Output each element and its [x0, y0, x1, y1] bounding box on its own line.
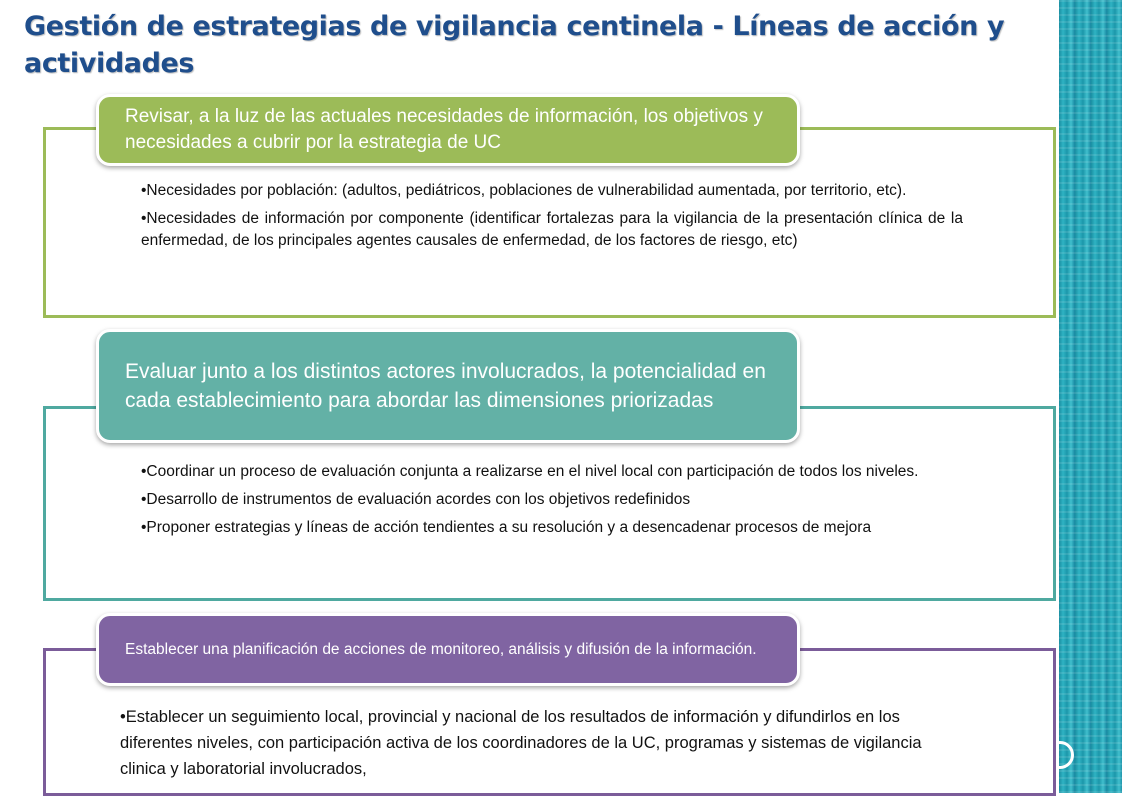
bullet-item: •Necesidades por población: (adultos, pediátricos, poblaciones de vulnerabilidad aumentada, por territorio, etc).: [141, 182, 907, 199]
section-heading-review: [96, 94, 800, 166]
bullet-item: •Establecer un seguimiento local, provincial y nacional de los resultados de información y difundirlos en los diferentes niveles, con participación activa de los coordinadores de la UC, programas y sistemas de vigilancia clinica y laboratorial involucrados,: [120, 708, 922, 778]
section-heading-planning: [96, 613, 800, 686]
bullet-item: •Coordinar un proceso de evaluación conjunta a realizarse en el nivel local con participación de todos los niveles.: [141, 463, 919, 480]
slide-title: Gestión de estrategias de vigilancia centinela - Líneas de acción y actividades: [24, 11, 1005, 79]
bullet-item: •Necesidades de información por componente (identificar fortalezas para la vigilancia de la presentación clínica de la enfermedad, de los principales agentes causales de enfermedad, de los factores de riesgo, etc): [141, 210, 963, 249]
section-heading-text: Establecer una planificación de acciones de monitoreo, análisis y difusión de la información.: [125, 640, 757, 658]
bullet-item: •Proponer estrategias y líneas de acción tendientes a su resolución y a desencadenar procesos de mejora: [141, 519, 872, 536]
bullet-item: •Desarrollo de instrumentos de evaluación acordes con los objetivos redefinidos: [141, 491, 691, 508]
bullet-list: [141, 461, 963, 545]
decorative-side-stripe: [1059, 0, 1122, 793]
section-heading-text: Revisar, a la luz de las actuales necesidades de información, los objetivos y necesidades a cubrir por la estrategia de UC: [125, 106, 763, 153]
section-heading-evaluate: [96, 329, 800, 443]
bullet-list: [120, 704, 943, 788]
section-heading-text: Evaluar junto a los distintos actores involucrados, la potencialidad en cada establecimiento para abordar las dimensiones priorizadas: [125, 360, 766, 412]
bullet-list: [141, 180, 963, 258]
